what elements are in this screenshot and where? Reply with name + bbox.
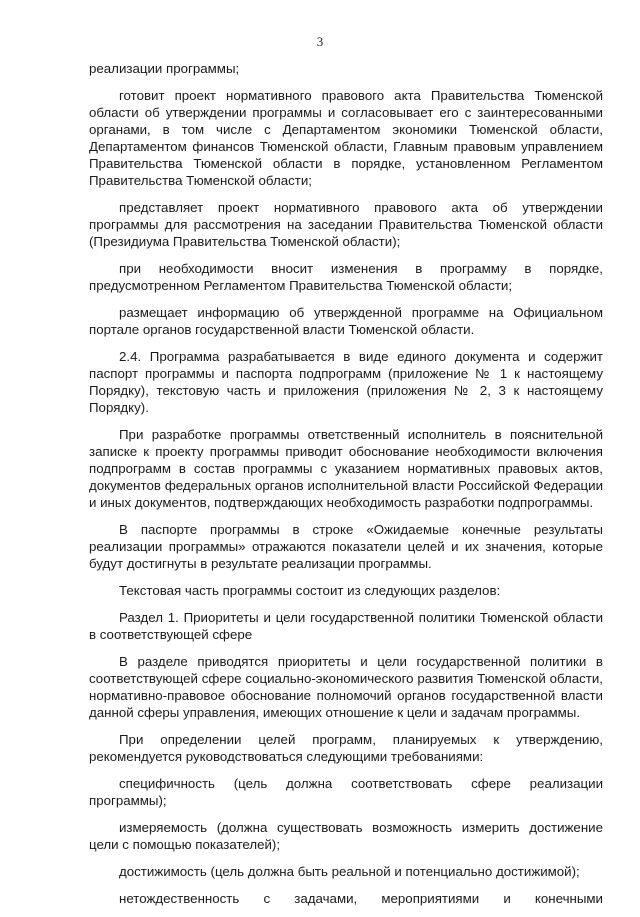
paragraph: В разделе приводятся приоритеты и цели государственной политики в соответствующей сфере социально-экономического развития Тюменской области, нормативно-правовое обоснование полномочий органов государственной власти данной сферы управления, имеющих отношение к цели и задачам программы. <box>89 654 603 720</box>
paragraph: 2.4. Программа разрабатывается в виде единого документа и содержит паспорт программы и паспорта подпрограмм (приложение № 1 к настоящему Порядку), текстовую часть и приложения (приложения № 2, 3 к настоящему Порядку). <box>89 349 603 415</box>
list-item: измеряемость (должна существовать возможность измерить достижение цели с помощью показателей); <box>89 820 603 852</box>
list-item: нетождественность с задачами, мероприятиями и конечными <box>119 891 603 906</box>
paragraph: реализации программы; <box>89 61 240 76</box>
paragraph: При определении целей программ, планируемых к утверждению, рекомендуется руководствоваться следующими требованиями: <box>89 732 603 764</box>
list-item: достижимость (цель должна быть реальной и потенциально достижимой); <box>119 864 580 879</box>
paragraph: При разработке программы ответственный исполнитель в пояснительной записке к проекту программы приводит обоснование необходимости включения подпрограмм в состав программы с указанием нормативных правовых актов, документов федеральных органов исполнительной власти Российской Федерации и иных документов, подтверждающих необходимость разработки подпрограммы. <box>89 427 603 510</box>
paragraph: готовит проект нормативного правового акта Правительства Тюменской области об утверждении программы и согласовывает его с заинтересованными органами, в том числе с Департаментом экономики Тюменской области, Департаментом финансов Тюменской области, Главным правовым управлением Правительства Тюменской области в порядке, установленном Регламентом Правительства Тюменской области; <box>89 88 603 188</box>
list-item: специфичность (цель должна соответствовать сфере реализации программы); <box>89 776 603 808</box>
page-number: 3 <box>316 34 324 49</box>
paragraph: при необходимости вносит изменения в программу в порядке, предусмотренном Регламентом Правительства Тюменской области; <box>89 261 603 293</box>
paragraph: размещает информацию об утвержденной программе на Официальном портале органов государственной власти Тюменской области. <box>89 305 603 337</box>
paragraph: В паспорте программы в строке «Ожидаемые конечные результаты реализации программы» отражаются показатели целей и их значения, которые будут достигнуты в результате реализации программы. <box>89 522 603 571</box>
paragraph: представляет проект нормативного правового акта об утверждении программы для рассмотрения на заседании Правительства Тюменской области (Президиума Правительства Тюменской области); <box>89 200 603 249</box>
document-body <box>89 60 603 917</box>
paragraph: Текстовая часть программы состоит из следующих разделов: <box>119 583 501 598</box>
section-heading: Раздел 1. Приоритеты и цели государственной политики Тюменской области в соответствующей сфере <box>89 610 603 642</box>
